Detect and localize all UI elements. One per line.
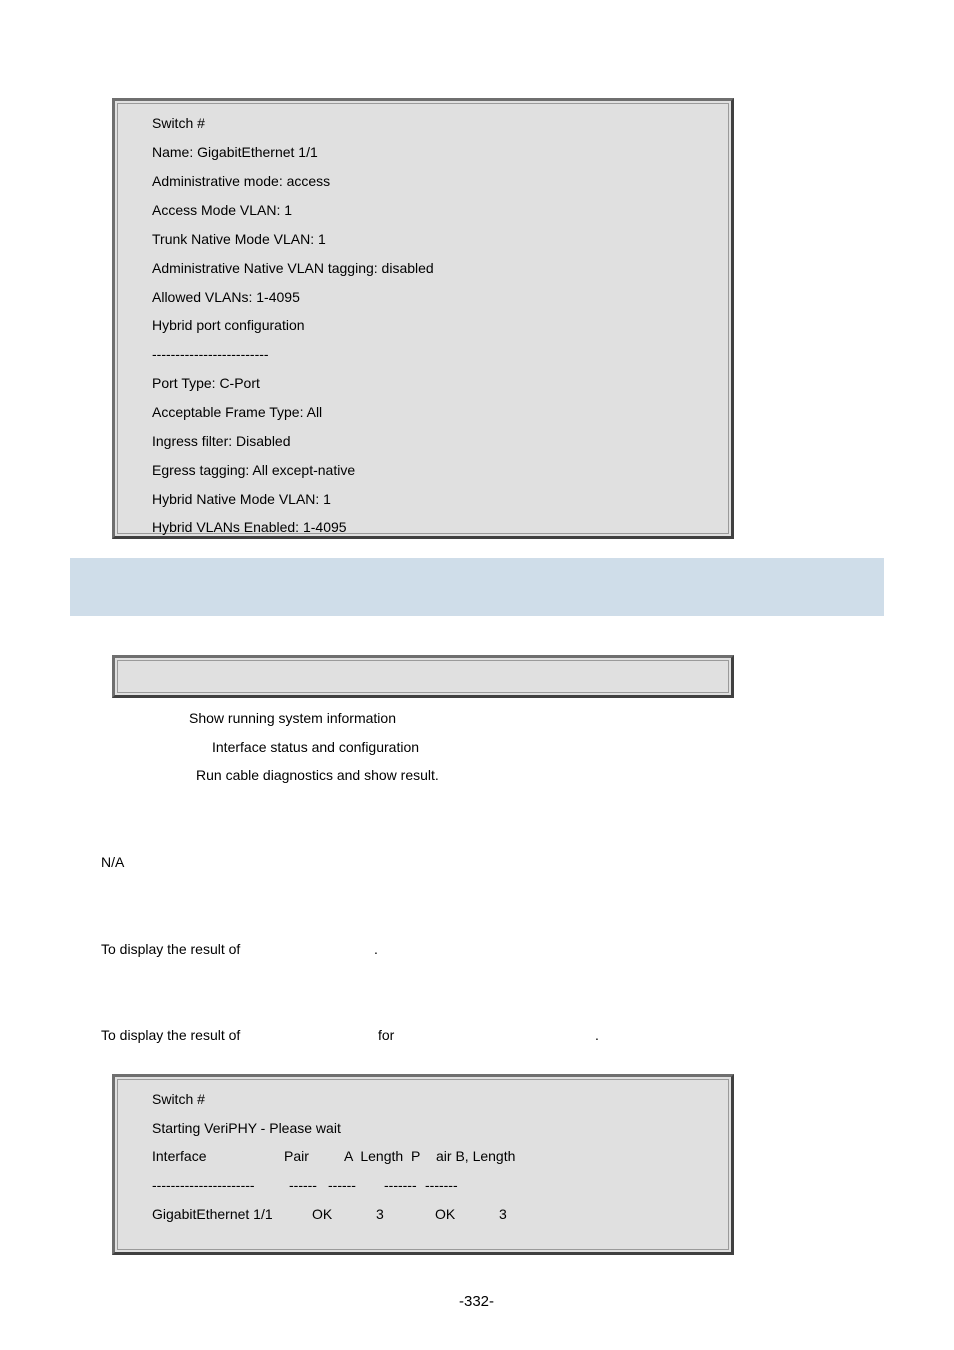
output-line: Hybrid port configuration [152,317,305,333]
example2-period: . [595,1027,599,1043]
output-line: Name: GigabitEthernet 1/1 [152,144,318,160]
page-number: -332- [459,1293,495,1310]
output-line: Acceptable Frame Type: All [152,404,323,420]
output-line: Hybrid VLANs Enabled: 1-4095 [152,519,347,535]
bottom-output-inner-border [117,1079,729,1250]
row-pair-a-length: 3 [376,1206,384,1222]
separator-col1: ---------------------- [152,1177,255,1193]
section-heading-band [70,558,884,616]
row-interface: GigabitEthernet 1/1 [152,1206,273,1222]
parameter-description: Show running system information [189,710,396,726]
output-line: Switch # [152,115,205,131]
top-output-box [112,98,734,539]
separator-col5: ------- [425,1177,458,1193]
output-line: Access Mode VLAN: 1 [152,202,293,218]
output-line: Starting VeriPHY - Please wait [152,1120,341,1136]
row-pair-b-length: 3 [499,1206,507,1222]
header-interface: Interface [152,1148,207,1164]
example1-text: To display the result of [101,941,241,957]
header-pair: Pair [284,1148,309,1164]
parameter-description: Run cable diagnostics and show result. [196,767,439,783]
syntax-box [112,655,734,698]
output-line: ------------------------- [152,346,269,362]
example2-text: To display the result of [101,1027,241,1043]
example1-period: . [374,941,378,957]
header-a-length: A Length P [344,1148,421,1164]
header-pair-b-length: air B, Length [436,1148,516,1164]
bottom-output-box [112,1074,734,1255]
output-line: Egress tagging: All except-native [152,462,356,478]
output-line: Hybrid Native Mode VLAN: 1 [152,491,331,507]
separator-col3: ------ [328,1177,356,1193]
example2-for: for [378,1027,395,1043]
output-line: Allowed VLANs: 1-4095 [152,289,300,305]
default-value: N/A [101,854,125,870]
syntax-inner-border [117,660,729,693]
output-line: Port Type: C-Port [152,375,260,391]
row-pair-a-status: OK [312,1206,333,1222]
output-line: Switch # [152,1091,205,1107]
separator-col4: ------- [384,1177,417,1193]
output-line: Administrative mode: access [152,173,331,189]
separator-col2: ------ [289,1177,317,1193]
output-line: Trunk Native Mode VLAN: 1 [152,231,326,247]
output-line: Ingress filter: Disabled [152,433,291,449]
output-line: Administrative Native VLAN tagging: disabled [152,260,434,276]
row-pair-b-status: OK [435,1206,456,1222]
parameter-description: Interface status and configuration [212,739,420,755]
